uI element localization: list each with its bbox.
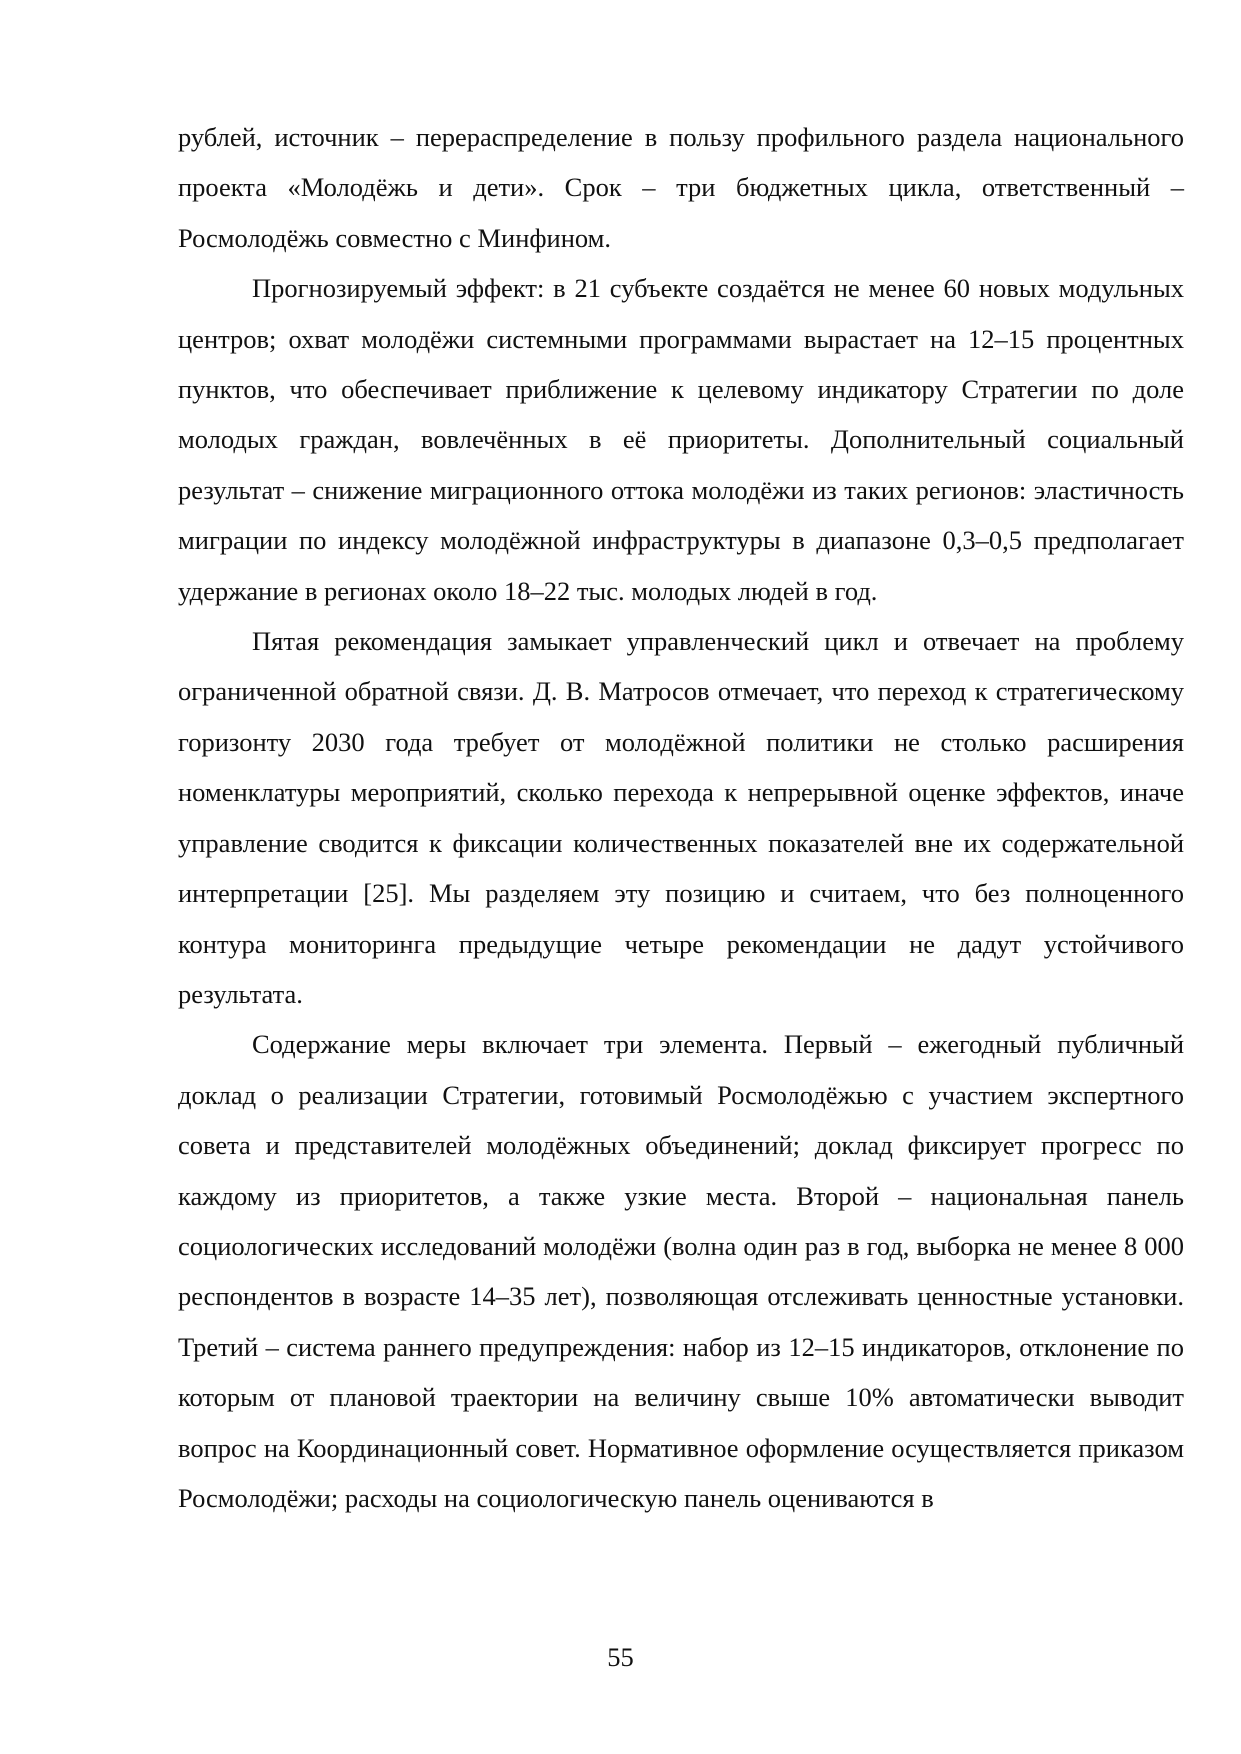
page-number: 55 xyxy=(607,1642,634,1672)
paragraph-4: Содержание меры включает три элемента. Первый – ежегодный публичный доклад о реализации Стратегии, готовимый Росмолодёжью с участием экспертного совета и представителей молодёжных объединений; доклад фиксирует прогресс по каждому из приоритетов, а также узкие места. Второй – национальная панель социологических исследований молодёжи (волна один раз в год, выборка не менее 8 000 респондентов в возрасте 14–35 лет), позволяющая отслеживать ценностные установки. Третий – система раннего предупреждения: набор из 12–15 индикаторов, отклонение по которым от плановой траектории на величину свыше 10% автоматически выводит вопрос на Координационный совет. Нормативное оформление осуществляется приказом Росмолодёжи; расходы на социологическую панель оцениваются в xyxy=(178,1029,1184,1513)
body-text xyxy=(178,112,1184,1523)
paragraph-3: Пятая рекомендация замыкает управленческий цикл и отвечает на проблему ограниченной обратной связи. Д. В. Матросов отмечает, что переход к стратегическому горизонту 2030 года требует от молодёжной политики не столько расширения номенклатуры мероприятий, сколько перехода к непрерывной оценке эффектов, иначе управление сводится к фиксации количественных показателей вне их содержательной интерпретации [25]. Мы разделяем эту позицию и считаем, что без полноценного контура мониторинга предыдущие четыре рекомендации не дадут устойчивого результата. xyxy=(178,626,1184,1009)
paragraph-2: Прогнозируемый эффект: в 21 субъекте создаётся не менее 60 новых модульных центров; охват молодёжи системными программами вырастает на 12–15 процентных пунктов, что обеспечивает приближение к целевому индикатору Стратегии по доле молодых граждан, вовлечённых в её приоритеты. Дополнительный социальный результат – снижение миграционного оттока молодёжи из таких регионов: эластичность миграции по индексу молодёжной инфраструктуры в диапазоне 0,3–0,5 предполагает удержание в регионах около 18–22 тыс. молодых людей в год. xyxy=(178,273,1184,606)
paragraph-1: рублей, источник – перераспределение в пользу профильного раздела национального проекта «Молодёжь и дети». Срок – три бюджетных цикла, ответственный – Росмолодёжь совместно с Минфином. xyxy=(178,122,1184,253)
